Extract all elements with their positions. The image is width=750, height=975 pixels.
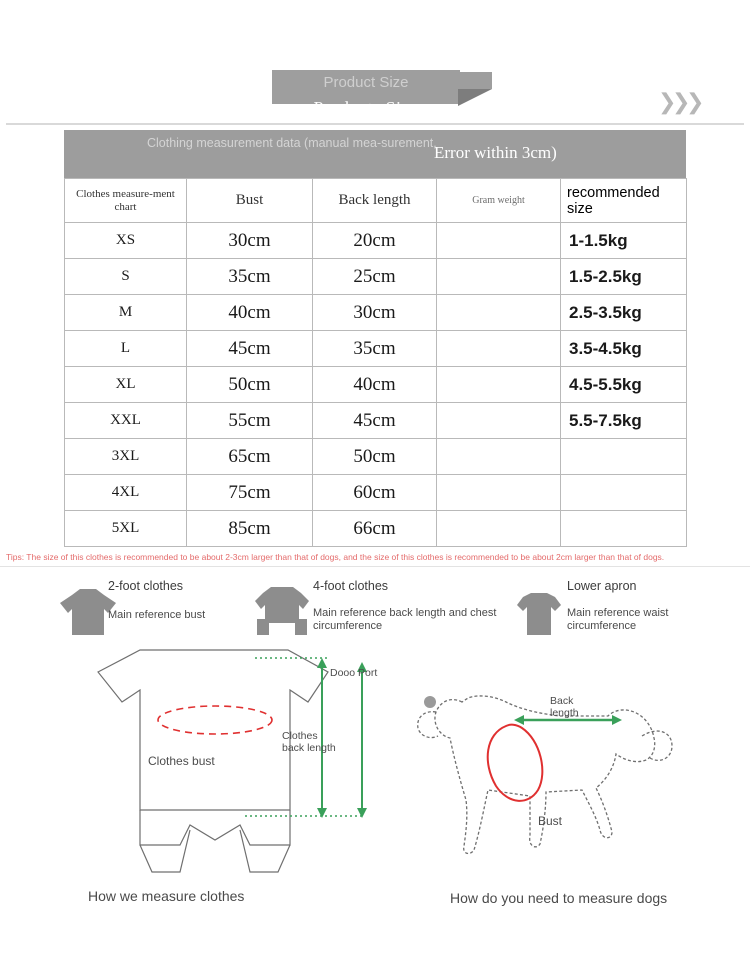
- cell-size: XXL: [65, 403, 187, 439]
- column-header-back-length: Back length: [313, 179, 437, 223]
- table-row: [65, 511, 687, 547]
- legend-title: 2-foot clothes: [108, 579, 184, 593]
- four-foot-clothes-icon: [251, 587, 313, 639]
- cell-gram-weight: [437, 331, 561, 367]
- header-subtitle: Product Size: [323, 74, 409, 91]
- chevron-right-icon: ❯: [686, 90, 705, 115]
- cell-gram-weight: [437, 403, 561, 439]
- chevron-right-icon: ❯: [672, 90, 691, 115]
- table-row: [65, 403, 687, 439]
- header-banner-tail-top: [458, 72, 492, 89]
- cell-gram-weight: [437, 223, 561, 259]
- label-dooo-port: Dooo Port: [330, 667, 378, 679]
- label-clothes-back-length: Clothes back length: [282, 730, 336, 754]
- dog-measure-diagram: [410, 640, 700, 890]
- table-row: [65, 367, 687, 403]
- cell-back-length: 20cm: [313, 223, 437, 259]
- column-header-size: Clothes measure-ment chart: [65, 179, 187, 223]
- legend-title: Lower apron: [567, 579, 637, 593]
- cell-back-length: 50cm: [313, 439, 437, 475]
- cell-recommended: [561, 511, 687, 547]
- label-clothes-bust: Clothes bust: [148, 754, 215, 768]
- table-row: [65, 331, 687, 367]
- column-header-bust: Bust: [187, 179, 313, 223]
- cell-back-length: 60cm: [313, 475, 437, 511]
- cell-bust: 55cm: [187, 403, 313, 439]
- cell-recommended: 4.5-5.5kg: [561, 367, 687, 403]
- column-header-recommended-size: recommended size: [561, 179, 687, 223]
- page-title: Products Size: [313, 98, 419, 118]
- header-banner-tail-arrow: [458, 89, 492, 106]
- column-header-gram-weight: Gram weight: [437, 179, 561, 223]
- measurement-note: Clothing measurement data (manual mea-surement,: [147, 136, 437, 150]
- cell-gram-weight: [437, 511, 561, 547]
- lower-apron-icon: [513, 593, 565, 639]
- table-row: [65, 259, 687, 295]
- cell-bust: 30cm: [187, 223, 313, 259]
- legend-subtitle: Main reference back length and chest circumference: [313, 607, 497, 632]
- cell-bust: 50cm: [187, 367, 313, 403]
- cell-size: XS: [65, 223, 187, 259]
- cell-size: 4XL: [65, 475, 187, 511]
- garment-type-legend: [0, 575, 750, 645]
- size-tip-text: Tips: The size of this clothes is recommended to be about 2-3cm larger than that of dogs, and the size of this clothes is recommended to be about 2cm larger than that of dogs.: [6, 552, 665, 562]
- table-row: [65, 223, 687, 259]
- cell-bust: 75cm: [187, 475, 313, 511]
- cell-bust: 35cm: [187, 259, 313, 295]
- cell-gram-weight: [437, 259, 561, 295]
- cell-recommended: 1-1.5kg: [561, 223, 687, 259]
- legend-subtitle: Main reference waist circumference: [567, 607, 669, 632]
- cell-recommended: 1.5-2.5kg: [561, 259, 687, 295]
- cell-back-length: 66cm: [313, 511, 437, 547]
- table-row: [65, 475, 687, 511]
- measurement-info-bar: [64, 130, 686, 178]
- cell-bust: 40cm: [187, 295, 313, 331]
- caption-dog-diagram: How do you need to measure dogs: [450, 890, 668, 906]
- header-banner: [0, 60, 750, 122]
- cell-recommended: [561, 439, 687, 475]
- legend-title: 4-foot clothes: [313, 579, 389, 593]
- cell-size: 5XL: [65, 511, 187, 547]
- cell-size: XL: [65, 367, 187, 403]
- cell-recommended: 5.5-7.5kg: [561, 403, 687, 439]
- cell-bust: 65cm: [187, 439, 313, 475]
- cell-recommended: 2.5-3.5kg: [561, 295, 687, 331]
- cell-gram-weight: [437, 295, 561, 331]
- cell-back-length: 40cm: [313, 367, 437, 403]
- cell-size: L: [65, 331, 187, 367]
- cell-back-length: 30cm: [313, 295, 437, 331]
- table-row: [65, 295, 687, 331]
- tip-divider: [0, 566, 750, 567]
- chevron-right-icon: ❯: [658, 90, 677, 115]
- measurement-diagrams: [0, 640, 750, 920]
- size-table: [64, 178, 687, 547]
- cell-size: S: [65, 259, 187, 295]
- cell-bust: 45cm: [187, 331, 313, 367]
- header-divider: [6, 123, 744, 125]
- table-header-row: [65, 179, 687, 223]
- size-table-wrapper: [64, 178, 686, 547]
- legend-subtitle: Main reference bust: [108, 609, 206, 621]
- cell-back-length: 35cm: [313, 331, 437, 367]
- cell-recommended: 3.5-4.5kg: [561, 331, 687, 367]
- label-dog-bust: Bust: [538, 814, 563, 828]
- cell-size: 3XL: [65, 439, 187, 475]
- cell-back-length: 45cm: [313, 403, 437, 439]
- cell-back-length: 25cm: [313, 259, 437, 295]
- error-tolerance-note: Error within 3cm): [434, 143, 557, 162]
- label-back-length: Back length: [550, 695, 579, 719]
- cell-size: M: [65, 295, 187, 331]
- cell-gram-weight: [437, 439, 561, 475]
- cell-gram-weight: [437, 475, 561, 511]
- cell-gram-weight: [437, 367, 561, 403]
- table-row: [65, 439, 687, 475]
- caption-clothes-diagram: How we measure clothes: [88, 888, 245, 904]
- cell-recommended: [561, 475, 687, 511]
- cell-bust: 85cm: [187, 511, 313, 547]
